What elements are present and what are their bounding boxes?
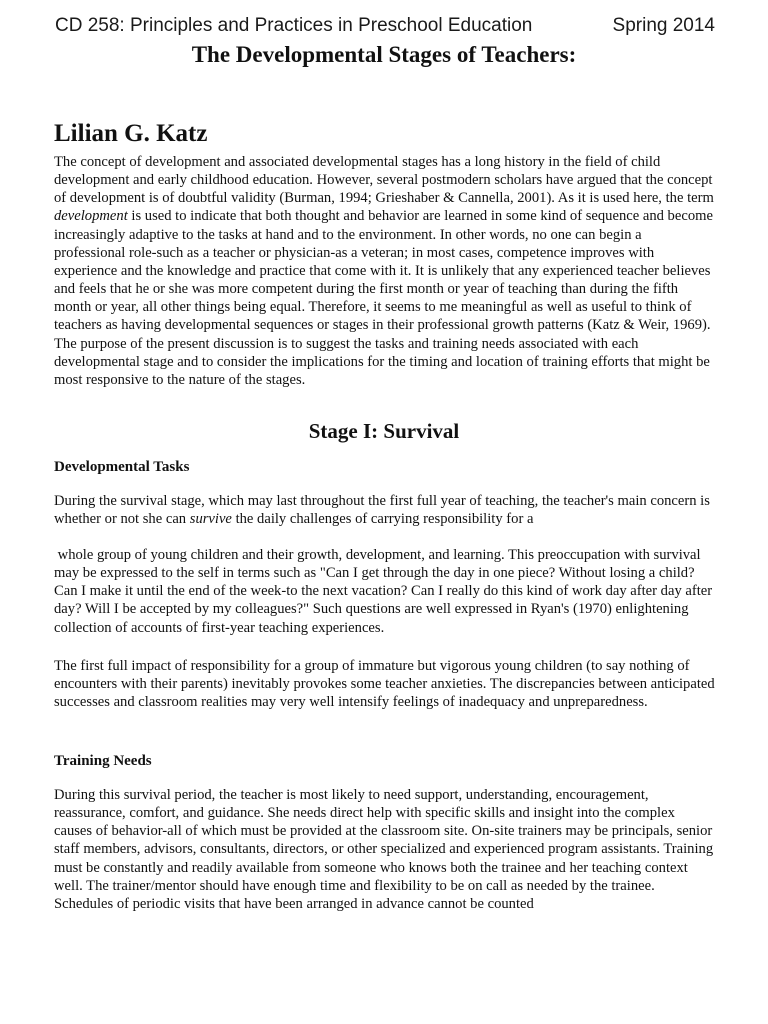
survival-paragraph-3: The first full impact of responsibility for a group of immature but vigorous young children (to say nothing of encounters with their parents) inevitably provokes some teacher anxieties. The discrepancies between anticipated successes and classroom realities may very well intensify feelings of inadequacy and unpreparedness. (54, 658, 715, 711)
survival-paragraph-1 (54, 492, 716, 528)
document-title: The Developmental Stages of Teachers: (191, 42, 577, 67)
survival-emphasis: survive (189, 511, 232, 528)
survival-paragraph-2: whole group of young children and their growth, development, and learning. This preoccupation with survival may be expressed to the self in terms such as "Can I get through the day in one piece? Without losing a child? Can I make it until the end of the week-to the next vacation? Can I really do this kind of work day after day after day? Will I be accepted by my colleagues?" Such questions are well expressed in Ryan's (1970) enlightening collection of accounts of first-year teaching experiences. (54, 547, 716, 636)
stage-heading: Stage I: Survival (308, 419, 460, 443)
course-title: CD 258: Principles and Practices in Preschool Education (55, 15, 533, 36)
term-label: Spring 2014 (612, 15, 715, 36)
intro-text-1: The concept of development and associated developmental stages has a long history in the field of child development and early childhood education. However, several postmodern scholars have argued that the concept of development is of doubtful validity (Burman, 1994; Grieshaber & Cannella, 2001). As it is used here, the term (54, 154, 714, 207)
survival-text-2: the daily challenges of carrying responsibility for a (231, 511, 534, 528)
training-paragraph: During this survival period, the teacher is most likely to need support, understanding, encouragement, reassurance, comfort, and guidance. She needs direct help with specific skills and insight into the complex causes of behavior-all of which must be provided at the classroom site. On-site trainers may be principals, senior staff members, advisors, consultants, directors, or other specialized and experienced program assistants. Training must be constantly and readily available from someone who knows both the trainee and her teaching context well. The trainer/mentor should have enough time and flexibility to be on call as needed by the trainee. Schedules of periodic visits that have been arranged in advance cannot be counted (54, 787, 714, 912)
intro-emphasis: development (54, 208, 128, 225)
survival-text-1: During the survival stage, which may last throughout the first full year of teaching, the teacher's main concern is whether or not she can (54, 493, 710, 528)
developmental-tasks-heading: Developmental Tasks (54, 459, 190, 475)
intro-paragraph (54, 153, 716, 389)
intro-text-2: is used to indicate that both thought and behavior are learned in some kind of sequence and become increasingly adaptive to the tasks at hand and to the environment. In other words, no one can begin a professional role-such as a teacher or physician-as a veteran; in most cases, competence improves with experience and the knowledge and practice that come with it. It is unlikely that any experienced teacher believes and feels that he or she was more competent during the first month or year of teaching than during the fifth month or year, all other things being equal. Therefore, it seems to me meaningful as well as useful to think of teachers as having developmental sequences or stages in their professional growth patterns (Katz & Weir, 1969). The purpose of the present discussion is to suggest the tasks and training needs associated with each developmental stage and to consider the implications for the timing and location of training efforts that might be most responsive to the nature of the stages. (54, 208, 713, 388)
training-needs-heading: Training Needs (54, 753, 152, 769)
author-name: Lilian G. Katz (54, 120, 208, 147)
